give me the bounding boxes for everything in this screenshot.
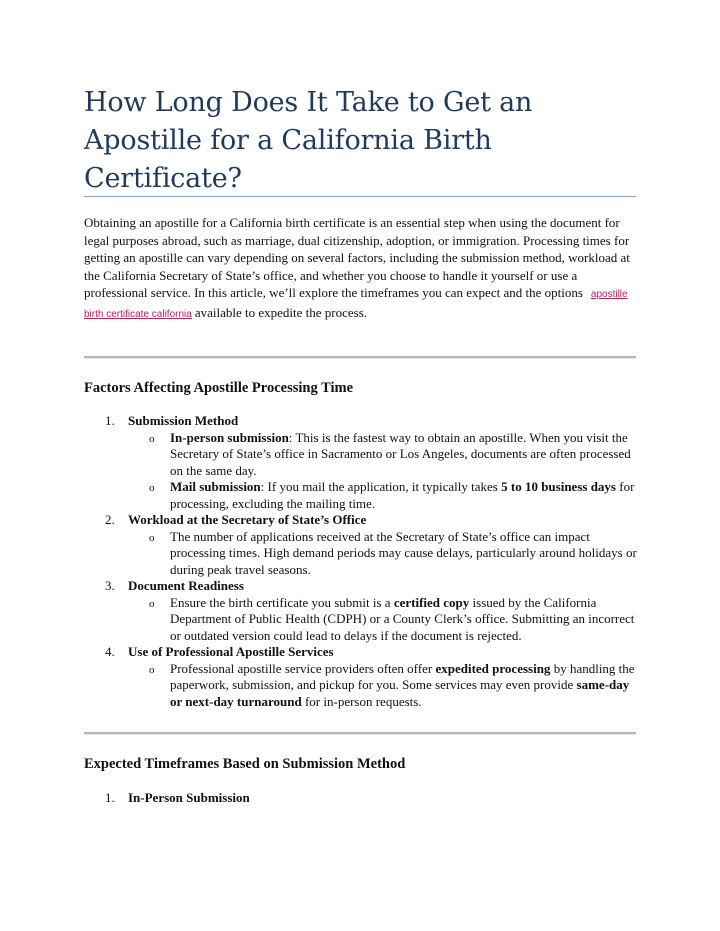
circle-bullet-icon: o: [149, 531, 155, 544]
sub-item-text: Professional apostille service providers often offer: [170, 660, 436, 676]
sub-item-text: Ensure the birth certificate you submit is a: [170, 594, 394, 610]
list-item-title: Submission Method: [128, 413, 239, 428]
title-underline: [84, 196, 636, 197]
section-divider-1: [84, 356, 636, 359]
sub-list: [128, 430, 644, 513]
page-title: How Long Does It Take to Get an Apostille for a California Birth Certificate?: [84, 87, 533, 194]
factors-list: [84, 413, 644, 710]
list-item: [84, 790, 644, 807]
list-item-title: Document Readiness: [128, 578, 244, 593]
sub-item-text: issued by the California Department of Public Health (CDPH) or a County Clerk’s office. Submitting an incorrect or outdated version could lead to delays if the document is rejected.: [170, 594, 635, 643]
sub-item-text: : This is the fastest way to obtain an apostille. When you visit the Secretary of State’s office in Sacramento or Los Angeles, documents are often processed on the same day.: [170, 429, 631, 478]
apostille-link[interactable]: apostille birth certificate california: [84, 289, 628, 320]
timeframes-list: [84, 790, 644, 807]
sub-item-text: : If you mail the application, it typically takes: [260, 479, 502, 494]
list-number: 4.: [105, 644, 115, 659]
sub-list-item: [128, 479, 644, 512]
list-item: [84, 413, 644, 512]
section1-heading: Factors Affecting Apostille Processing Time: [84, 380, 354, 396]
sub-item-lead: Mail submission: [170, 479, 261, 494]
list-item: [84, 512, 644, 578]
circle-bullet-icon: o: [149, 432, 155, 445]
list-number: 1.: [105, 413, 115, 428]
section2-heading: Expected Timeframes Based on Submission Method: [84, 756, 406, 772]
sub-item-bold: certified copy: [393, 594, 470, 610]
sub-list-item: [128, 595, 644, 645]
sub-list: [128, 661, 644, 711]
sub-item-lead: In-person submission: [170, 429, 289, 445]
sub-list-item: [128, 661, 644, 711]
list-number: 1.: [105, 790, 115, 805]
list-item-title: In-Person Submission: [128, 790, 250, 805]
list-item: [84, 578, 644, 644]
list-item-title: Workload at the Secretary of State’s Office: [128, 512, 367, 527]
list-number: 3.: [105, 578, 115, 593]
sub-list: [128, 595, 644, 645]
sub-item-text: The number of applications received at the Secretary of State’s office can impact processing times. High demand periods may cause delays, particularly around holidays or during peak travel seasons.: [170, 528, 637, 577]
circle-bullet-icon: o: [149, 663, 155, 676]
list-item-title: Use of Professional Apostille Services: [128, 644, 334, 659]
list-number: 2.: [105, 512, 115, 527]
circle-bullet-icon: o: [149, 597, 155, 610]
list-item: [84, 644, 644, 710]
sub-item-bold: expedited processing: [435, 660, 551, 676]
sub-list-item: [128, 430, 644, 480]
sub-item-bold: same-day or next-day turnaround: [170, 677, 630, 709]
circle-bullet-icon: o: [149, 482, 155, 494]
sub-list-item: [128, 529, 644, 579]
intro-paragraph: [84, 214, 644, 324]
section-divider-2: [84, 732, 636, 735]
sub-item-text: for in-person requests.: [301, 693, 422, 709]
sub-item-bold: 5 to 10 business days: [501, 479, 616, 494]
sub-item-text: for processing, excluding the mailing time.: [170, 479, 635, 511]
intro-text-after: available to expedite the process.: [194, 304, 368, 320]
intro-text-before: Obtaining an apostille for a California birth certificate is an essential step when using the document for legal purposes abroad, such as marriage, dual citizenship, adoption, or immigration. Processing times for getting an apostille can vary depending on several factors, including the submission method, workload at the California Secretary of State’s office, and whether you choose to handle it yourself or use a professional service. In this article, we’ll explore the timeframes you can expect and the options: [84, 215, 630, 301]
sub-list: [128, 529, 644, 579]
sub-item-text: by handling the paperwork, submission, and pickup for you. Some services may even provide: [170, 660, 635, 692]
